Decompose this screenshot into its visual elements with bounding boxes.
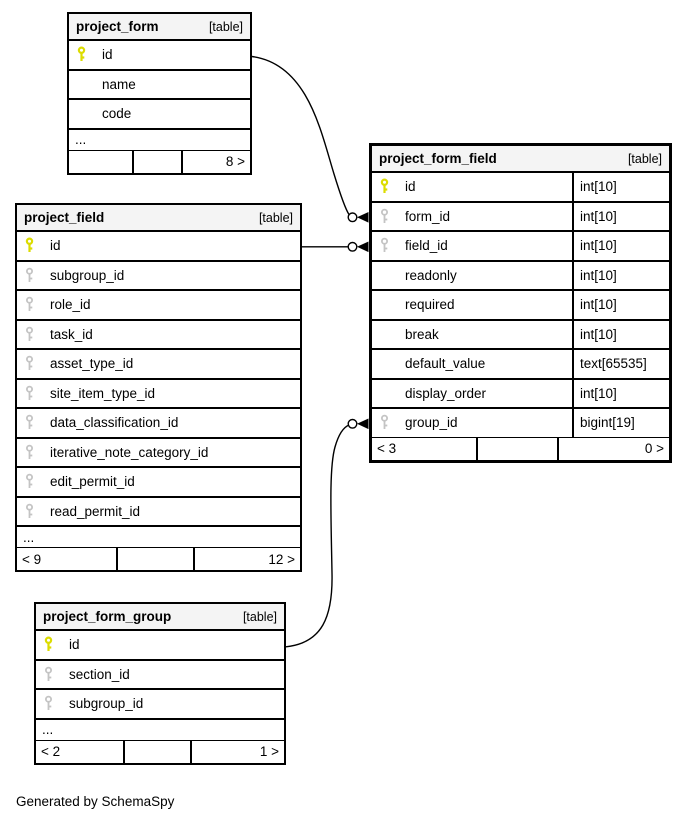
column-label: site_item_type_id [50,385,156,401]
footer-left [69,151,132,173]
column-row [372,230,669,260]
footer-right: 8 > [225,154,245,169]
table-tag: [table] [258,210,293,225]
table-tag: [table] [242,609,277,624]
foreign-key-icon [379,237,405,254]
table-footer [372,437,669,460]
relationship-arrowhead [357,212,369,223]
relationship-arrowhead [357,242,369,253]
column-type: int[10] [572,173,669,201]
column-row [372,289,669,319]
column-label: iterative_note_category_id [50,444,209,460]
foreign-key-icon [43,695,69,712]
column-row [69,98,250,128]
table-project-form-group[interactable] [34,602,286,765]
table-title[interactable]: project_form_field [379,151,497,166]
foreign-key-icon [43,666,69,683]
column-label: field_id [405,238,448,254]
relationship-endpoint-circle [348,243,357,252]
foreign-key-icon [24,326,50,343]
more-columns-ellipsis: ... [36,718,284,740]
column-label: required [405,297,455,313]
column-row [69,69,250,99]
column-type: int[10] [572,321,669,349]
foreign-key-icon [24,473,50,490]
column-label: subgroup_id [50,267,125,283]
column-row [17,319,300,349]
column-type: int[10] [572,203,669,231]
primary-key-icon [24,237,50,254]
more-columns-ellipsis: ... [69,128,250,150]
footer-right: 1 > [259,744,279,759]
table-title[interactable]: project_field [24,210,105,225]
primary-key-icon [76,46,102,63]
column-row [17,407,300,437]
table-project-field[interactable] [15,203,302,572]
relationship-endpoint-circle [348,213,357,222]
column-label: display_order [405,385,487,401]
table-header[interactable] [36,604,284,631]
table-header[interactable] [69,14,250,41]
column-row [36,659,284,689]
foreign-key-icon [24,503,50,520]
column-row [17,260,300,290]
table-footer [36,740,284,763]
relationship-arrowhead [357,419,369,430]
column-row [372,201,669,231]
footer-left: < 9 [22,551,42,567]
table-footer [17,547,300,570]
column-label: code [102,106,132,122]
footer-middle [123,741,192,763]
column-row [36,631,284,659]
more-columns-ellipsis: ... [17,525,300,547]
table-title[interactable]: project_form_group [43,609,172,624]
column-type: bigint[19] [572,409,669,437]
column-label: section_id [69,666,130,682]
table-footer [69,150,250,173]
column-label: id [405,179,416,195]
column-label: role_id [50,297,91,313]
table-project-form-field[interactable] [369,143,672,463]
table-tag: [table] [208,19,243,34]
column-label: task_id [50,326,93,342]
column-label: id [69,637,80,653]
column-row [17,348,300,378]
table-title[interactable]: project_form [76,19,159,34]
column-row [17,466,300,496]
column-row [372,348,669,378]
foreign-key-icon [24,267,50,284]
footer-middle [116,548,195,570]
table-project-form[interactable] [67,12,252,175]
column-row [17,496,300,526]
table-header[interactable] [372,146,669,173]
relationship-endpoint-circle [348,420,357,429]
column-label: id [50,238,61,254]
column-label: name [102,76,136,92]
primary-key-icon [43,636,69,653]
table-tag: [table] [627,151,662,166]
column-type: text[65535] [572,350,669,378]
column-label: break [405,326,439,342]
column-row [17,378,300,408]
column-type: int[10] [572,291,669,319]
column-row [69,41,250,69]
column-type: int[10] [572,262,669,290]
foreign-key-icon [24,444,50,461]
column-row [17,232,300,260]
column-row [36,688,284,718]
footer-middle [132,151,183,173]
foreign-key-icon [379,208,405,225]
column-label: id [102,47,113,63]
column-type: int[10] [572,380,669,408]
foreign-key-icon [379,414,405,431]
foreign-key-icon [24,355,50,372]
footer-right: 0 > [644,441,664,456]
column-row [372,260,669,290]
primary-key-icon [379,178,405,195]
generated-by-note: Generated by SchemaSpy [16,794,175,809]
relationship-line-form-to-form-field [252,57,349,215]
column-row [372,407,669,437]
column-type: int[10] [572,232,669,260]
column-label: data_classification_id [50,415,179,431]
column-label: default_value [405,356,486,372]
footer-right: 12 > [268,551,295,567]
foreign-key-icon [24,414,50,431]
column-row [372,173,669,201]
footer-left: < 2 [41,744,61,759]
column-label: group_id [405,415,458,431]
column-label: subgroup_id [69,696,144,712]
footer-left: < 3 [377,441,397,456]
column-label: readonly [405,267,457,283]
column-label: asset_type_id [50,356,134,372]
column-row [17,437,300,467]
column-row [17,289,300,319]
foreign-key-icon [24,385,50,402]
foreign-key-icon [24,296,50,313]
column-label: read_permit_id [50,503,141,519]
table-header[interactable] [17,205,300,232]
column-row [372,319,669,349]
column-row [372,378,669,408]
footer-middle [476,438,559,460]
column-label: edit_permit_id [50,474,135,490]
column-label: form_id [405,208,451,224]
